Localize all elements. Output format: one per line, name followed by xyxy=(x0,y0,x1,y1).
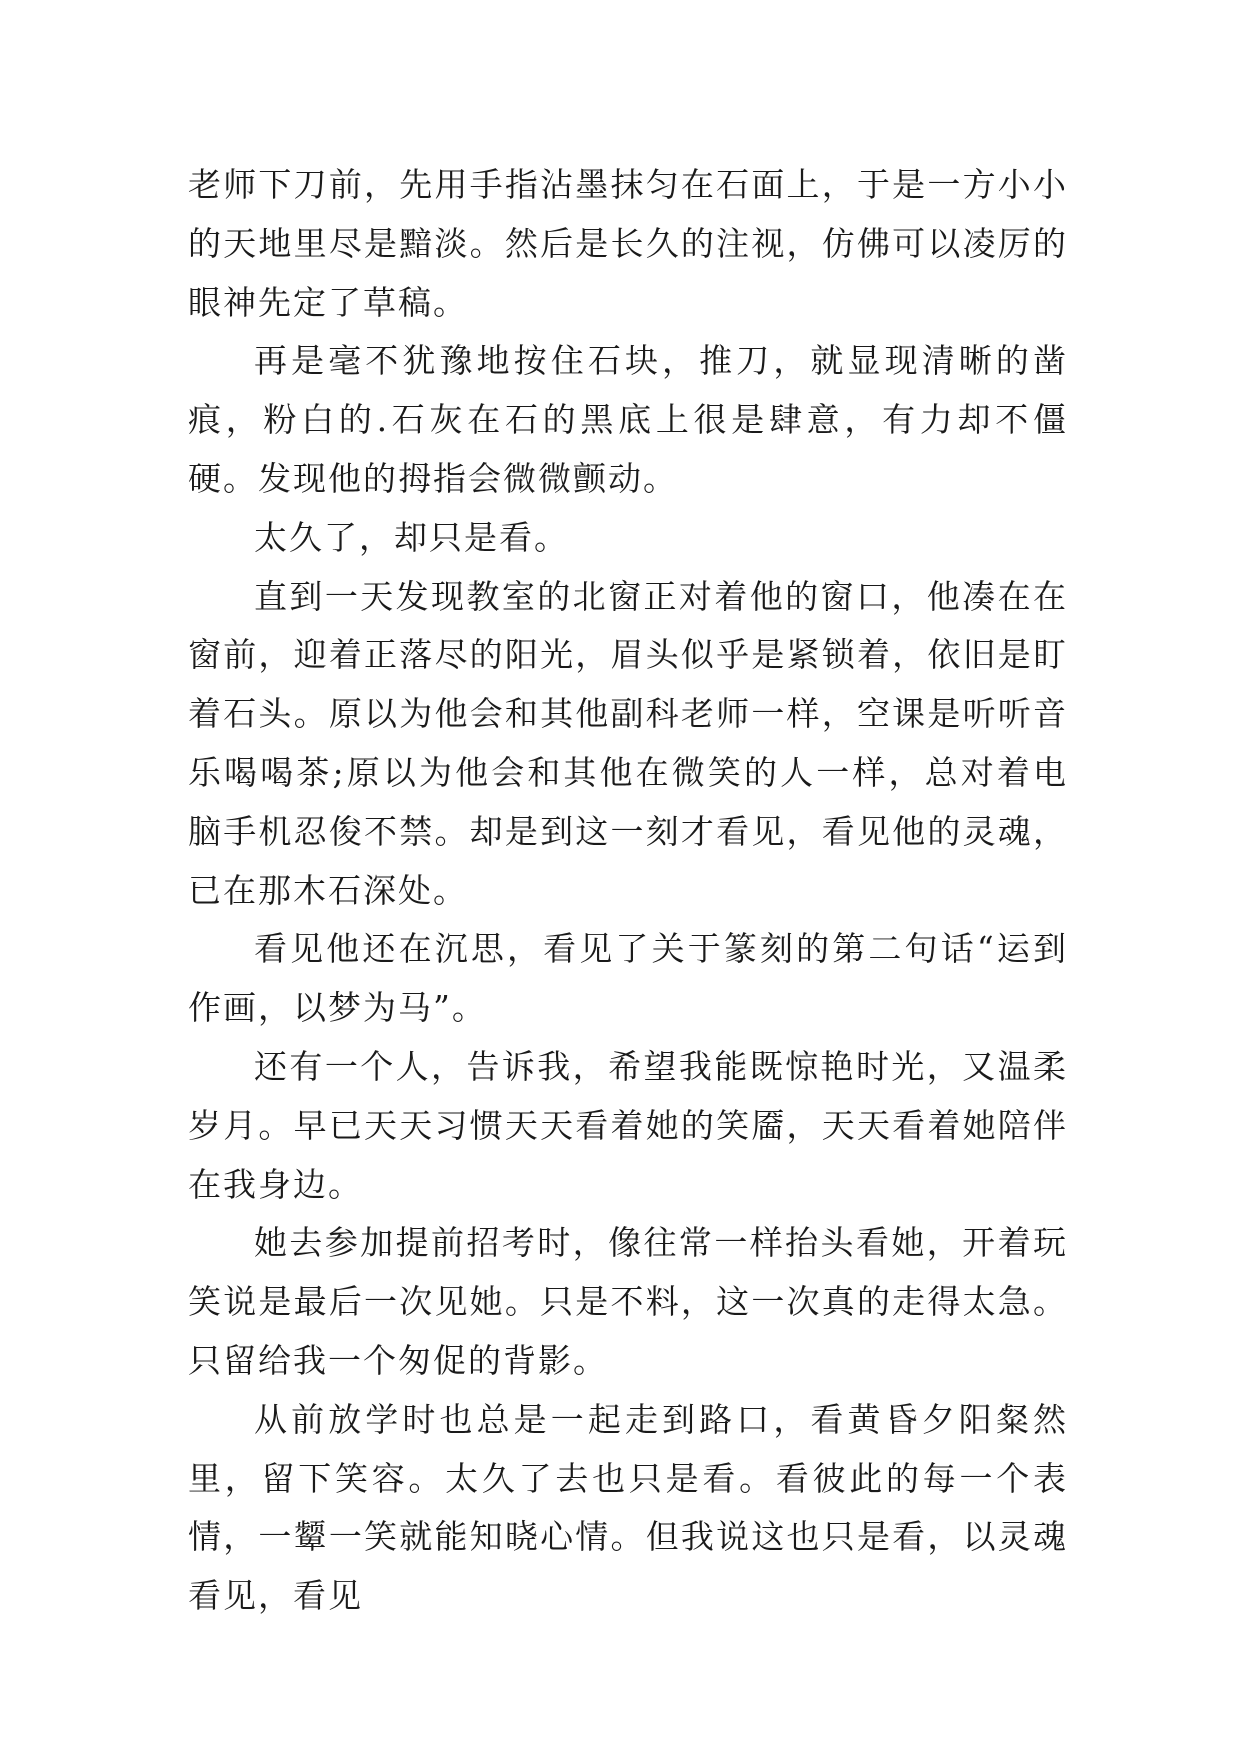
paragraph-1: 老师下刀前，先用手指沾墨抹匀在石面上，于是一方小小的天地里尽是黯淡。然后是长久的注视，仿佛可以凌厉的眼神先定了草稿。 xyxy=(188,165,1068,322)
paragraph-2: 再是毫不犹豫地按住石块，推刀，就显现清晰的凿痕，粉白的.石灰在石的黑底上很是肆意，有力却不僵硬。发现他的拇指会微微颤动。 xyxy=(188,341,1068,498)
paragraph-5: 看见他还在沉思，看见了关于篆刻的第二句话“运到作画，以梦为马”。 xyxy=(188,929,1068,1028)
paragraph-8: 从前放学时也总是一起走到路口，看黄昏夕阳粲然里，留下笑容。太久了去也只是看。看彼此的每一个表情，一颦一笑就能知晓心情。但我说这也只是看，以灵魂看见，看见 xyxy=(188,1399,1068,1616)
paragraph-3: 太久了，却只是看。 xyxy=(254,517,569,557)
article-body xyxy=(188,156,1068,1626)
paragraph-6: 还有一个人，告诉我，希望我能既惊艳时光，又温柔岁月。早已天天习惯天天看着她的笑靥，天天看着她陪伴在我身边。 xyxy=(188,1046,1068,1204)
paragraph-4: 直到一天发现教室的北窗正对着他的窗口，他凑在在窗前，迎着正落尽的阳光，眉头似乎是紧锁着，依旧是盯着石头。原以为他会和其他副科老师一样，空课是听听音乐喝喝茶;原以为他会和其他在微笑的人一样，总对着电脑手机忍俊不禁。却是到这一刻才看见，看见他的灵魂，已在那木石深处。 xyxy=(188,576,1068,910)
paragraph-7: 她去参加提前招考时，像往常一样抬头看她，开着玩笑说是最后一次见她。只是不料，这一次真的走得太急。只留给我一个匆促的背影。 xyxy=(188,1223,1068,1380)
